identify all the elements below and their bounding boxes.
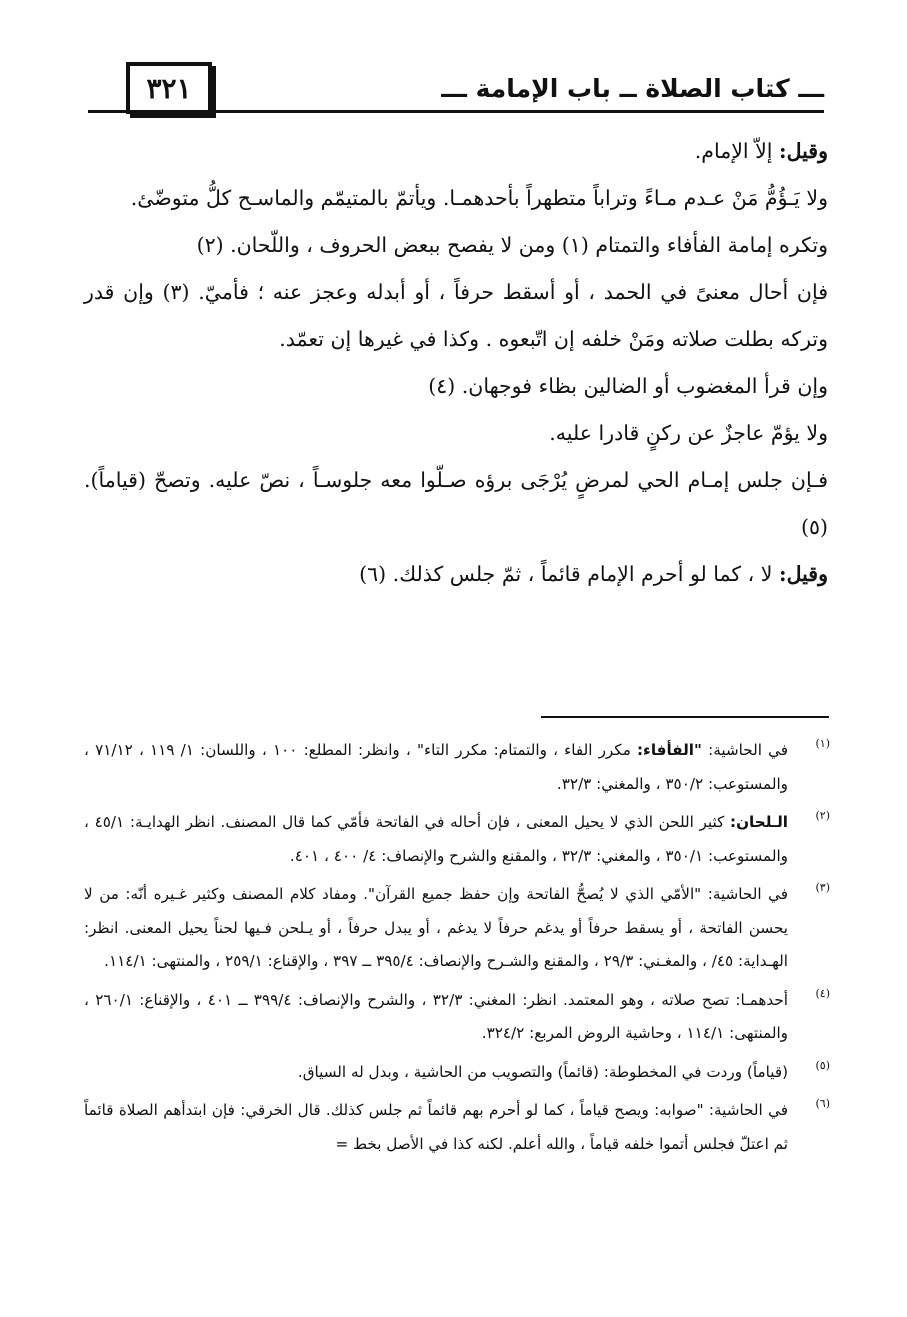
footnote-body: مكرر الفاء ، والتمتام: مكرر التاء" ، وانظر: المطلع: ١٠٠ ، واللسان: ١/ ١١٩ ، ٧١/١٢ ، والمستوعب: ٣٥٠/٢ ، والمغني: ٣٢/٣. [84,741,788,793]
footnote-separator [541,716,829,718]
footnote [84,734,830,801]
footnote-term: "الفأفاء: [636,741,702,759]
footnote-body: "الأمّي الذي لا يُصحُّ الفاتحة وإن حفظ جميع القرآن". ومفاد كلام المصنف وكثير غـيره أنّه: من لا يحسن الفاتحة ، أو يسقط حرفاً أو يدغم حرفاً لا يدغم ، أو يبدل حرفاً ، أو يـلحن فـيها لحناً يحيل المعنى. انظر: الهـداية: ٤٥/ ، والمغـني: ٢٩/٣ ، والمقنع والشـرح والإنصاف: ٣٩٥/٤ ــ ٣٩٧ ، والإقناع: ٢٥٩/١ ، والمنتهى: ١١٤/١. [84,885,788,970]
header-rule [88,110,824,113]
text-line [84,222,828,269]
footnote-body: "صوابه: ويصح قياماً ، كما لو أحرم بهم قائماً ثم جلس كذلك. قال الخرقي: فإن ابتدأهم الصلاة قائماً ثم اعتلّ فجلس أتموا خلفه قياماً ، والله أعلم. لكنه كذا في الأصل بخط = [84,1101,788,1153]
footnote-body: (قياماً) وردت في المخطوطة: (قائماً) والتصويب من الحاشية ، وبدل له السياق. [297,1062,788,1081]
line-text: إلاّ الإمام. [694,139,780,163]
footnote-number: (٥) [815,1058,830,1072]
footnote-body: كثير اللحن الذي لا يحيل المعنى ، فإن أحاله في الفاتحة فأمّي كما قال المصنف. انظر الهدايـة: ٤٥/١ ، والمستوعب: ٣٥٠/١ ، والمغني: ٣٢/٣ ، والمقنع والشرح والإنصاف: ٤/ ٤٠٠ ، ٤٠١. [84,813,788,865]
line-text: وتكره إمامة الفأفاء والتمتام (١) ومن لا يفصح ببعض الحروف ، واللّحان. (٢) [196,233,828,257]
line-text: ولا يَـؤُمُّ مَنْ عـدم مـاءً وتراباً متطهراً بأحدهمـا. ويأتمّ بالمتيمّم والماسـح كلُّ متوضّئ. [130,186,828,210]
main-text [84,128,828,598]
footnote-number: (٣) [815,881,830,894]
footnote-lead: في الحاشية: [703,1101,789,1119]
footnote-term: الـلحان: [730,813,788,831]
footnote [84,1056,830,1090]
page-header [88,60,824,120]
footnote-lead: أحدهمـا: [729,990,788,1009]
footnote-number: (٤) [815,986,830,1000]
footnote-lead: في الحاشية: [701,885,788,903]
footnote-text [84,806,788,873]
line-text: وإن قرأ المغضوب أو الضالين بظاء فوجهان. (٤) [428,374,828,398]
footnote-lead: في الحاشية: [701,741,788,759]
footnote-text [84,878,788,979]
text-line [84,410,828,457]
text-line [84,269,828,363]
page-number: ٣٢١ [126,62,212,114]
text-line [84,363,828,410]
footnote-text [84,1094,788,1161]
footnote-body: تصح صلاته ، وهو المعتمد. انظر: المغني: ٣٢/٣ ، والشرح والإنصاف: ٣٩٩/٤ ــ ٤٠١ ، والإقناع: ٢٦٠/١ ، والمنتهى: ١١٤/١ ، وحاشية الروض المربع: ٣٢٤/٢. [84,990,788,1042]
line-lead: وقيل: [779,139,828,163]
text-line [84,175,828,222]
text-line [84,551,828,598]
line-text: لا ، كما لو أحرم الإمام قائماً ، ثمّ جلس كذلك. (٦) [359,562,780,586]
text-line [84,457,828,551]
footnote-text [84,734,788,801]
line-text: فـإن جلس إمـام الحي لمرضٍ يُرْجَى برؤه صـلّوا معه جلوسـاً ، نصّ عليه. وتصحّ (قياماً). (٥) [84,468,828,539]
footnote [84,806,830,873]
footnote [84,878,830,979]
text-line [84,128,828,175]
footnote [84,984,830,1051]
footnote [84,1094,830,1161]
footnote-text [84,984,788,1051]
footnote-number: (١) [815,737,830,750]
line-lead: وقيل: [779,562,828,586]
footnote-number: (٢) [815,809,830,822]
footnote-text [84,1056,788,1090]
running-title: ـــ كتاب الصلاة ــ باب الإمامة ـــ [441,74,824,103]
line-text: فإن أحال معنىً في الحمد ، أو أسقط حرفاً ، أو أبدله وعجز عنه ؛ فأميّ. (٣) وإن قدر وتركه بطلت صلاته ومَنْ خلفه إن اتّبعوه . وكذا في غيرها إن تعمّد. [84,280,828,351]
footnotes [84,734,830,1166]
line-text: ولا يؤمّ عاجزٌ عن ركنٍ قادرا عليه. [549,421,828,445]
footnote-number: (٦) [815,1097,830,1110]
